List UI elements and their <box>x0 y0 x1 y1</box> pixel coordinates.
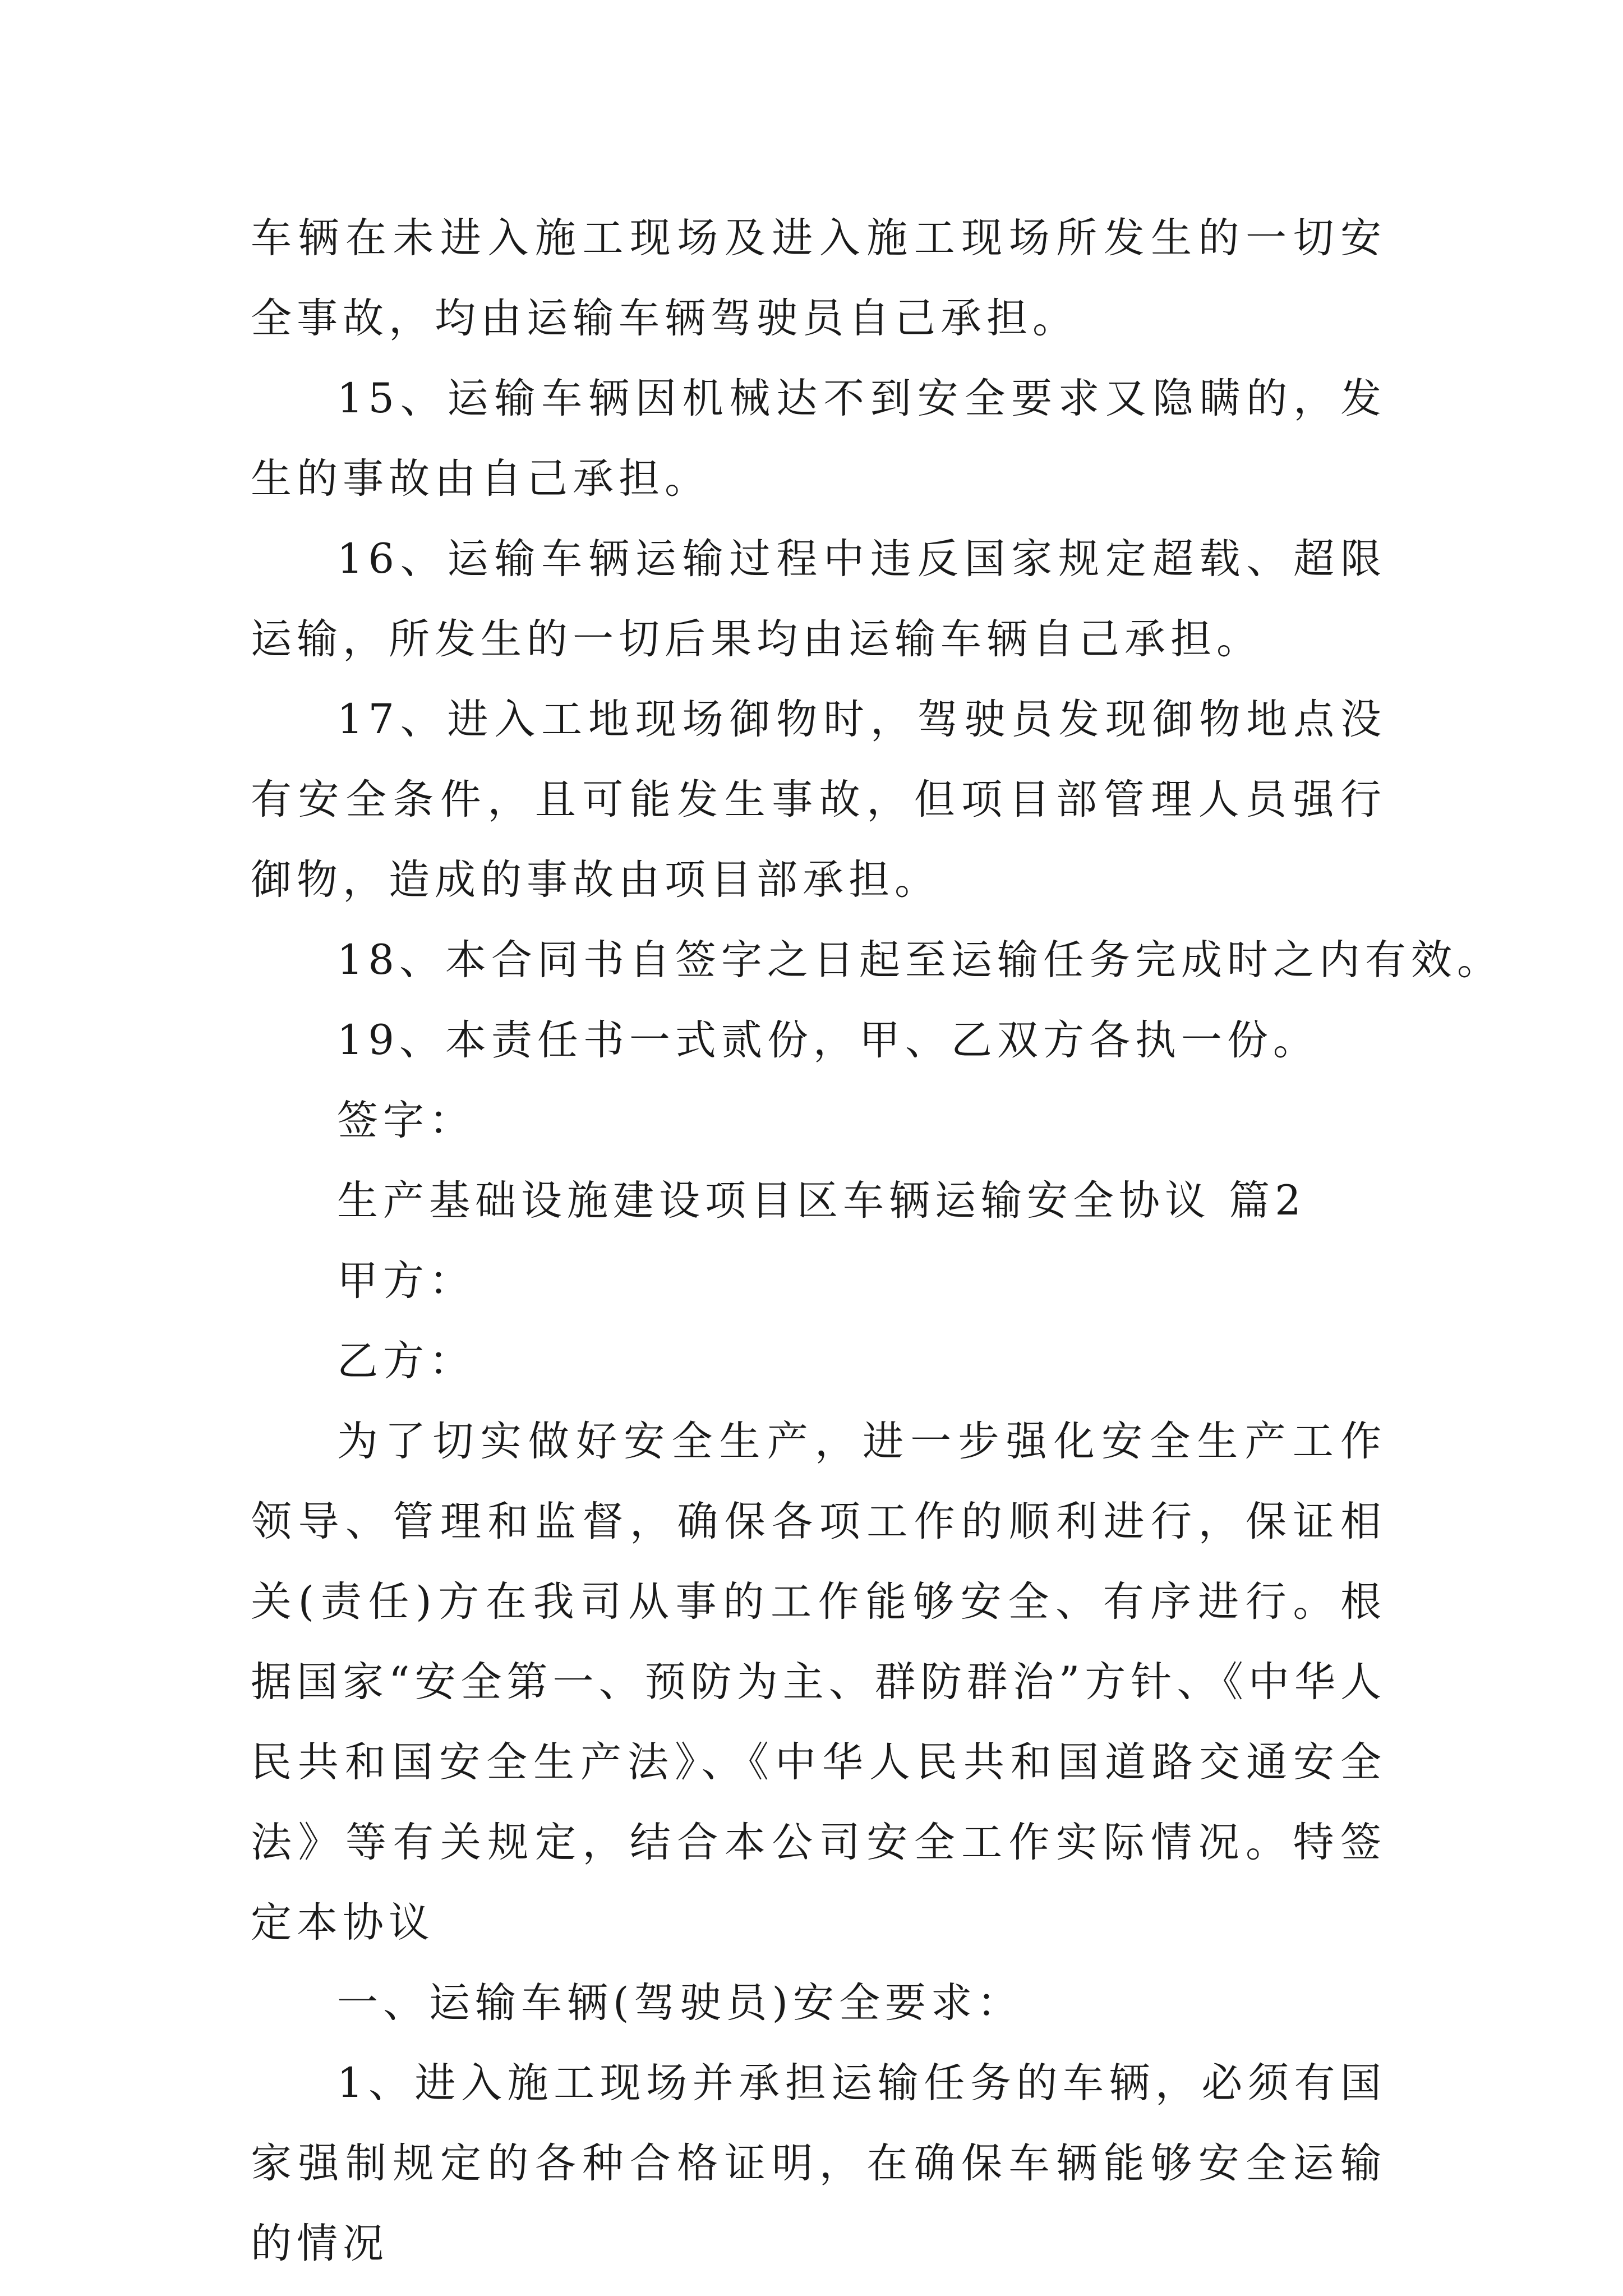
paragraph-clause-17: 17、进入工地现场御物时，驾驶员发现御物地点没有安全条件，且可能发生事故，但项目部管理人员强行御物，造成的事故由项目部承担。 <box>251 696 1386 904</box>
paragraph-clause-15: 15、运输车辆因机械达不到安全要求又隐瞒的，发生的事故由自己承担。 <box>251 375 1386 503</box>
party-a-label: 甲方： <box>337 1257 475 1305</box>
section-heading-vehicle-requirements: 一、运输车辆(驾驶员)安全要求： <box>337 1979 1023 2027</box>
paragraph-clause-18: 18、本合同书自签字之日起至运输任务完成时之内有效。 <box>337 936 1503 984</box>
paragraph-requirement-1: 1、进入施工现场并承担运输任务的车辆，必须有国家强制规定的各种合格证明，在确保车辆能够安全运输的情况 <box>251 2059 1386 2267</box>
paragraph-clause-16: 16、运输车辆运输过程中违反国家规定超载、超限运输，所发生的一切后果均由运输车辆自己承担。 <box>251 535 1386 663</box>
party-b-label: 乙方： <box>337 1337 475 1385</box>
paragraph-vehicle-accident-liability: 车辆在未进入施工现场及进入施工现场所发生的一切安全事故，均由运输车辆驾驶员自己承担。 <box>251 214 1386 342</box>
paragraph-preamble: 为了切实做好安全生产，进一步强化安全生产工作领导、管理和监督，确保各项工作的顺利进行，保证相关(责任)方在我司从事的工作能够安全、有序进行。根据国家“安全第一、预防为主、群防群治”方针、《中华人民共和国安全生产法》、《中华人民共和国道路交通安全法》等有关规定，结合本公司安全工作实际情况。特签定本协议 <box>251 1418 1386 1947</box>
paragraph-clause-19: 19、本责任书一式贰份，甲、乙双方各执一份。 <box>337 1016 1319 1064</box>
document-body <box>251 198 1503 2284</box>
agreement-title: 生产基础设施建设项目区车辆运输安全协议 篇2 <box>337 1177 1306 1225</box>
signature-label: 签字： <box>337 1097 475 1144</box>
